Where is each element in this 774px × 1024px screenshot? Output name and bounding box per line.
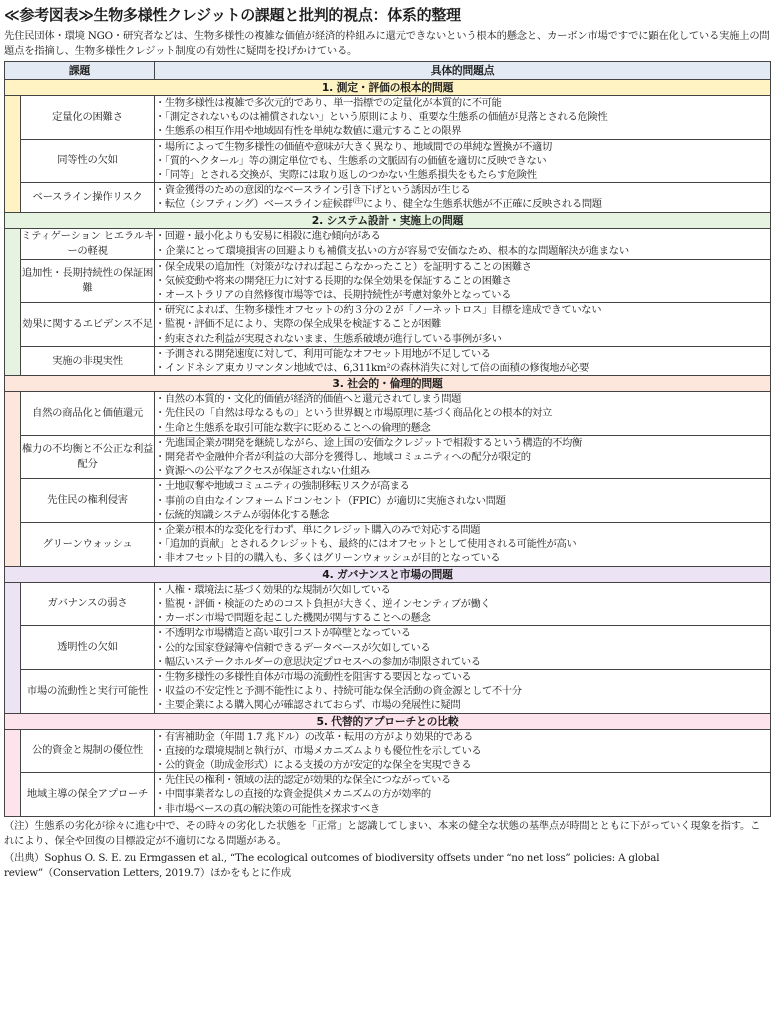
bullet-point: ・監視・評価不足により、実際の保全成果を検証することが困難 <box>155 318 441 331</box>
bullet-point: ・カーボン市場で問題を起こした機関が関与することへの懸念 <box>155 612 431 625</box>
table-row <box>5 392 771 436</box>
issue-cell: 効果に関するエビデンス不足 <box>21 303 155 347</box>
bullet-point: ・回避・最小化よりも安易に相殺に進む傾向がある <box>155 230 381 243</box>
bullet-point: ・「質的ヘクタール」等の測定単位でも、生態系の文脈固有の価値を適切に反映できない <box>155 154 547 167</box>
details-cell <box>155 582 771 626</box>
bullet-point: ・資源への公平なアクセスが保証されない仕組み <box>155 465 370 478</box>
bullet-point: ・企業が根本的な変化を行わず、単にクレジット購入のみで対応する問題 <box>155 524 481 537</box>
bullet-point: ・「追加的貢献」とされるクレジットも、最終的にはオフセットとして使用される可能性が高い <box>155 538 577 551</box>
table-row <box>5 259 771 303</box>
table-row <box>5 228 771 259</box>
bullet-point: ・主要企業による購入関心が確認されておらず、市場の発展性に疑問 <box>155 699 461 712</box>
bullet-point: ・生物多様性は複雑で多次元的であり、単一指標での定量化が本質的に不可能 <box>155 97 502 109</box>
section-title: 1. 測定・評価の根本的問題 <box>5 80 771 96</box>
bullet-point: ・公的資金（助成金形式）による支援の方が安定的な保全を実現できる <box>155 758 472 771</box>
issue-cell: 権力の不均衡と不公正な利益配分 <box>21 435 155 479</box>
table-row <box>5 139 771 183</box>
table-row <box>5 669 771 713</box>
details-cell <box>155 626 771 670</box>
bullet-point: ・先進国企業が開発を継続しながら、途上国の安価なクレジットで相殺するという構造的不均衡 <box>155 436 582 449</box>
section-title: 4. ガバナンスと市場の問題 <box>5 566 771 582</box>
section-stripe <box>5 392 21 566</box>
table-header-row <box>5 62 771 80</box>
issue-cell: 市場の流動性と実行可能性 <box>21 669 155 713</box>
details-cell <box>155 183 771 212</box>
bullet-point: ・約束された利益が実現されないまま、生態系破壊が進行している事例が多い <box>155 332 502 345</box>
page-title: ≪参考図表≫生物多様性クレジットの課題と批判的視点：体系的整理 <box>4 6 461 24</box>
details-cell <box>155 96 771 140</box>
section-title: 5. 代替的アプローチとの比較 <box>5 713 771 729</box>
section-stripe <box>5 729 21 816</box>
table-row <box>5 523 771 567</box>
bullet-point: ・直接的な環境規制と執行が、市場メカニズムよりも優位性を示している <box>155 744 482 757</box>
bullet-point: ・公的な国家登録簿や信頼できるデータベースが欠如している <box>155 641 431 654</box>
details-cell <box>155 435 771 479</box>
issue-cell: 公的資金と規制の優位性 <box>21 729 155 773</box>
details-cell <box>155 228 771 259</box>
bullet-point <box>155 197 770 211</box>
issue-cell: 同等性の欠如 <box>21 139 155 183</box>
section-stripe <box>5 96 21 213</box>
bullet-point: ・生命と生態系を取引可能な数字に貶めることへの倫理的懸念 <box>155 421 431 434</box>
section-stripe <box>5 582 21 713</box>
issue-cell: ミティゲーション ヒエラルキーの軽視 <box>21 228 155 259</box>
bullet-point: ・非市場ベースの真の解決策の可能性を探求すべき <box>155 802 380 815</box>
bullet-point: ・収益の不安定性と予測不能性により、持続可能な保全活動の資金源として不十分 <box>155 685 522 698</box>
details-cell <box>155 773 771 817</box>
table-body <box>5 80 771 817</box>
source-note: （出典）Sophus O. S. E. zu Ermgassen et al., “The ecological outcomes of biodiversity offsets under “no net loss” policies: A global review”（Conservation Letters, 2019.7）ほかをもとに作成 <box>4 851 660 879</box>
section-header-row <box>5 713 771 729</box>
table-row <box>5 582 771 626</box>
table-row <box>5 303 771 347</box>
table-row <box>5 96 771 140</box>
section-header-row <box>5 80 771 96</box>
issue-cell: 実施の非現実性 <box>21 346 155 375</box>
bullet-point: ・先住民の「自然は母なるもの」という世界観と市場原理に基づく商品化との根本的対立 <box>155 407 552 420</box>
table-row <box>5 479 771 523</box>
intro-text: 先住民団体・環境 NGO・研究者などは、生物多様性の複雑な価値が経済的枠組みに還元できないという根本的懸念と、カーボン市場ですでに顕在化している実施上の問題点を指摘し、生物多様性クレジット制度の有効性に疑問を投げかけている。 <box>4 30 770 57</box>
table-row <box>5 435 771 479</box>
bullet-point: ・開発者や金融仲介者が利益の大部分を獲得し、地域コミュニティへの配分が限定的 <box>155 451 531 464</box>
issues-table <box>4 61 771 817</box>
issue-cell: ガバナンスの弱さ <box>21 582 155 626</box>
issue-cell: 定量化の困難さ <box>21 96 155 140</box>
section-header-row <box>5 376 771 392</box>
bullet-point: ・気候変動や将来の開発圧力に対する長期的な保全効果を保証することの困難さ <box>155 274 512 287</box>
bullet-point: ・中間事業者なしの直接的な資金提供メカニズムの方が効率的 <box>155 788 431 801</box>
issue-cell: ベースライン操作リスク <box>21 183 155 212</box>
bullet-point: ・資金獲得のための意図的なベースライン引き下げという誘因が生じる <box>155 184 471 197</box>
bullet-point: ・不透明な市場構造と高い取引コストが障壁となっている <box>155 627 411 640</box>
bullet-point: ・保全成果の追加性（対策がなければ起こらなかったこと）を証明することの困難さ <box>155 260 532 273</box>
header-details: 具体的問題点 <box>155 62 771 80</box>
bullet-point: ・人権・環境法に基づく効果的な規制が欠如している <box>155 583 391 596</box>
bullet-text: により、健全な生態系状態が不正確に反映される問題 <box>362 198 602 211</box>
table-row <box>5 773 771 817</box>
issue-cell: 先住民の権利侵害 <box>21 479 155 523</box>
bullet-point: ・オーストラリアの自然修復市場等では、長期持続性が考慮対象外となっている <box>155 289 511 302</box>
bullet-point: ・有害補助金（年間 1.7 兆ドル）の改革・転用の方がより効果的である <box>155 730 473 743</box>
footnote-mark: (注) <box>352 197 363 205</box>
footnote: （注）生態系の劣化が徐々に進む中で、その時々の劣化した状態を「正常」と認識してしまい、本来の健全な状態の基準点が時間とともに下がっていく現象を指す。これにより、保全や回復の目標設定が不適切になる問題がある。 <box>4 819 761 847</box>
issue-cell: 自然の商品化と価値還元 <box>21 392 155 436</box>
details-cell <box>155 669 771 713</box>
bullet-point: ・研究によれば、生物多様性オフセットの約３分の２が「ノーネットロス」目標を達成できていない <box>155 304 602 317</box>
bullet-point: ・非オフセット目的の購入も、多くはグリーンウォッシュが目的となっている <box>155 552 501 565</box>
bullet-point: ・生物多様性の多様性自体が市場の流動性を阻害する要因となっている <box>155 670 472 683</box>
page <box>4 4 770 881</box>
details-cell <box>155 392 771 436</box>
details-cell <box>155 729 771 773</box>
section-title: 3. 社会的・倫理的問題 <box>5 376 771 392</box>
issue-cell: 地域主導の保全アプローチ <box>21 773 155 817</box>
bullet-point: ・インドネシア東カリマンタン地域では、6,311km²の森林消失に対して倍の面積の修復地が必要 <box>155 362 590 375</box>
details-cell <box>155 346 771 375</box>
details-cell <box>155 479 771 523</box>
table-row <box>5 183 771 212</box>
bullet-text: ・転位（シフティング）ベースライン症候群 <box>155 198 353 211</box>
details-cell <box>155 303 771 347</box>
header-issue: 課題 <box>5 62 155 80</box>
table-row <box>5 729 771 773</box>
issue-cell: 透明性の欠如 <box>21 626 155 670</box>
bullet-point: ・自然の本質的・文化的価値が経済的価値へと還元されてしまう問題 <box>155 393 462 406</box>
details-cell <box>155 139 771 183</box>
bullet-point: ・幅広いステークホルダーの意思決定プロセスへの参加が制限されている <box>155 655 481 668</box>
bullet-point: ・企業にとって環境損害の回避よりも補償支払いの方が容易で安価なため、根本的な問題解決が進まない <box>155 244 629 257</box>
section-header-row <box>5 212 771 228</box>
details-cell <box>155 259 771 303</box>
table-row <box>5 346 771 375</box>
issue-cell: 追加性・長期持続性の保証困難 <box>21 259 155 303</box>
bullet-point: ・伝統的知識システムが弱体化する懸念 <box>155 508 329 521</box>
bullet-point: ・「同等」とされる交換が、実際には取り返しのつかない生態系損失をもたらす危険性 <box>155 169 537 182</box>
bullet-point: ・先住民の権利・領域の法的認定が効果的な保全につながっている <box>155 774 451 787</box>
details-cell <box>155 523 771 567</box>
bullet-point: ・場所によって生物多様性の価値や意味が大きく異なり、地域間での単純な置換が不適切 <box>155 140 552 153</box>
bullet-point: ・監視・評価・検証のためのコスト負担が大きく、逆インセンティブが働く <box>155 597 491 610</box>
issue-cell: グリーンウォッシュ <box>21 523 155 567</box>
table-row <box>5 626 771 670</box>
bullet-point: ・「測定されないものは補償されない」という原則により、重要な生態系の価値が見落とされる危険性 <box>155 111 608 124</box>
bullet-point: ・予測される開発速度に対して、利用可能なオフセット用地が不足している <box>155 347 491 360</box>
bullet-point: ・生態系の相互作用や地域固有性を単純な数値に還元することの限界 <box>155 125 462 138</box>
section-stripe <box>5 228 21 376</box>
bullet-point: ・事前の自由なインフォームドコンセント（FPIC）が適切に実施されない問題 <box>155 494 506 507</box>
bullet-point: ・土地収奪や地域コミュニティの強制移転リスクが高まる <box>155 480 410 493</box>
section-title: 2. システム設計・実施上の問題 <box>5 212 771 228</box>
section-header-row <box>5 566 771 582</box>
